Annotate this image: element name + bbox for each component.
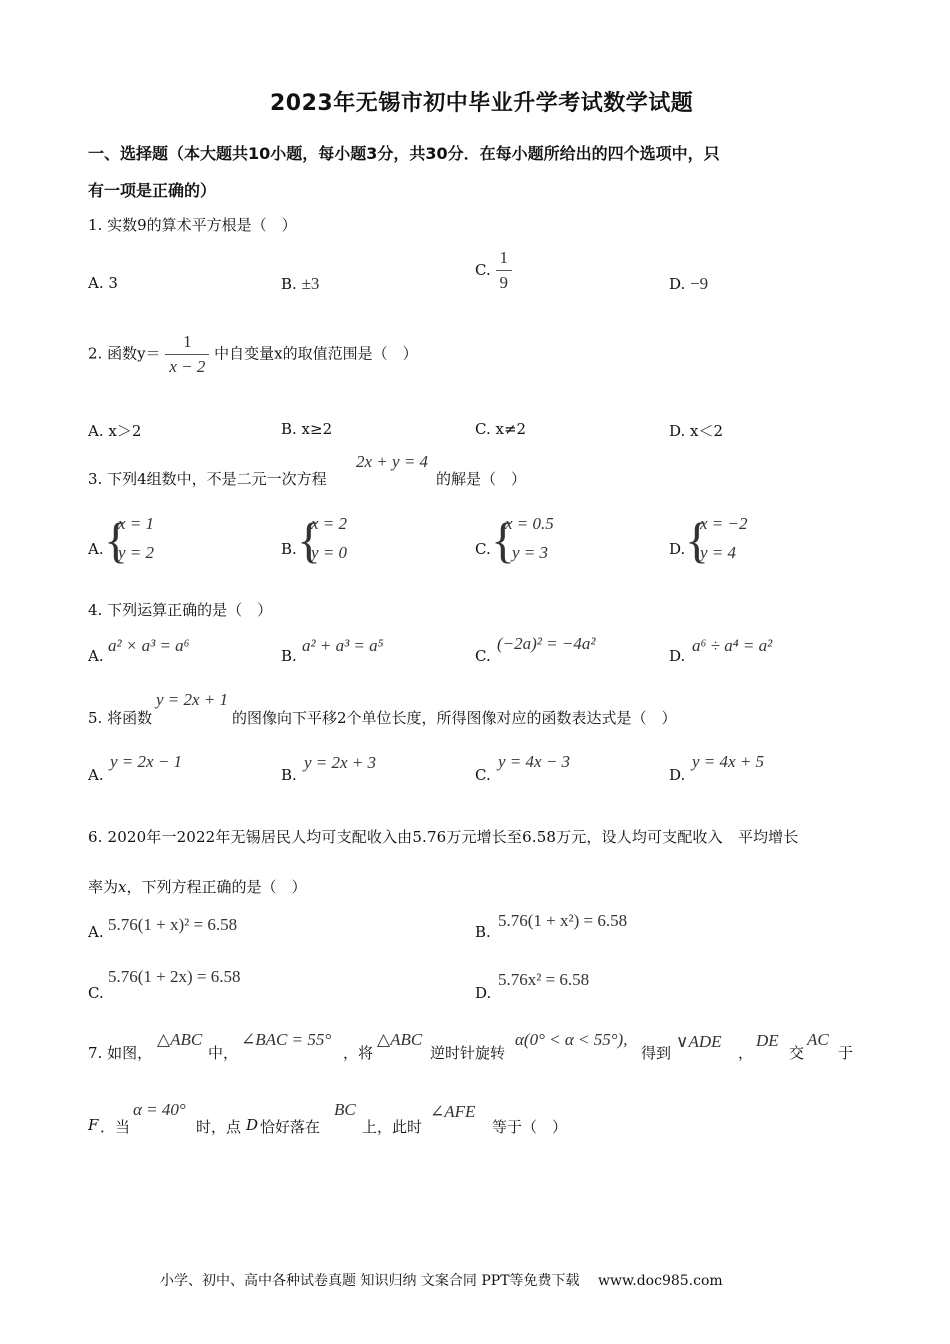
q3-option-b-eq1: x = 2 (311, 514, 348, 533)
q4-option-b: a² + a³ = a⁵ (302, 636, 384, 655)
q7-math-angle: ∠BAC = 55° (241, 1030, 332, 1049)
q3-option-a-eq1: x = 1 (118, 514, 155, 533)
q6-option-d: 5.76x² = 6.58 (498, 970, 590, 989)
q7-text-6: ， (738, 1044, 754, 1062)
q7-math-bc: BC (334, 1100, 356, 1119)
question-3-post: 的解是（ ） (436, 470, 527, 488)
q7-line2-text-3: 恰好落在 (260, 1118, 321, 1136)
question-4: 4. 下列运算正确的是（ ） (88, 601, 273, 619)
question-1: 1. 实数9的算术平方根是（ ） (88, 216, 297, 234)
q4-option-c: (−2a)² = −4a² (497, 634, 596, 653)
q7-math-afe: ∠AFE (430, 1102, 476, 1121)
q3-option-a-eq2: y = 2 (118, 543, 155, 562)
q7-text-5: 得到 (641, 1044, 672, 1062)
q7-text-3: ，将 (343, 1044, 374, 1062)
q3-option-d-eq1: x = −2 (700, 514, 748, 533)
q7-line2-text-4: 上，此时 (362, 1118, 423, 1136)
q7-math-alpha-range: α(0° < α < 55°), (515, 1030, 628, 1049)
fraction-numerator: 1 (499, 248, 508, 267)
q3-option-b-label: B. (281, 540, 297, 558)
q7-point-d: D (246, 1116, 259, 1134)
question-6-line2 (88, 876, 307, 897)
q4-option-d: a⁶ ÷ a⁴ = a² (692, 636, 773, 655)
q7-math-de: DE (756, 1031, 779, 1050)
option-label: C. (475, 260, 491, 279)
question-5-post: 的图像向下平移2个单位长度，所得图像对应的函数表达式是（ ） (232, 709, 677, 727)
q5-option-b-label: B. (281, 766, 297, 784)
q7-math-alpha: α = 40° (133, 1100, 186, 1119)
question-5-equation: y = 2x + 1 (156, 690, 229, 709)
variable: x (118, 878, 127, 896)
q5-option-d-label: D. (669, 766, 686, 784)
q3-option-d-eq2: y = 4 (700, 543, 737, 562)
q7-line2-text-2: 时，点 (196, 1118, 242, 1136)
q5-option-a: y = 2x − 1 (110, 752, 183, 771)
q4-option-c-label: C. (475, 647, 491, 665)
q7-line2-text-5: 等于（ ） (492, 1118, 568, 1136)
q7-text-8: 于 (838, 1044, 854, 1062)
fraction (496, 248, 513, 293)
section-heading-line1: 一、选择题（本大题共10小题，每小题3分，共30分．在每小题所给出的四个选项中，只 (88, 144, 720, 163)
q1-option-d (669, 274, 708, 294)
q7-math-triangle-2: △ABC (377, 1030, 423, 1049)
fraction-denominator: x − 2 (165, 354, 209, 377)
math-expression: −9 (690, 274, 709, 293)
q7-line2-text-1: ．当 (100, 1118, 131, 1136)
fraction-numerator: 1 (183, 332, 192, 351)
brace-icon: { (104, 512, 128, 568)
q6-option-a-label: A. (88, 923, 104, 941)
option-label: B. (281, 275, 297, 293)
brace-icon: { (685, 512, 709, 568)
question-5-pre: 5. 将函数 (88, 709, 153, 727)
q4-option-a-label: A. (88, 647, 104, 665)
q1-option-b (281, 274, 319, 294)
question-6-line1: 6. 2020年一2022年无锡居民人均可支配收入由5.76万元增长至6.58万元，设人均可支配收入 平均增长 (88, 828, 799, 846)
question-text: ，下列方程正确的是（ ） (126, 878, 307, 896)
question-text: 中自变量x的取值范围是（ ） (214, 344, 418, 363)
q1-option-c (475, 248, 512, 293)
q7-text-4: 逆时针旋转 (430, 1044, 506, 1062)
q7-math-triangle: △ABC (157, 1030, 203, 1049)
q7-point-f: F (88, 1116, 99, 1134)
q5-option-a-label: A. (88, 766, 104, 784)
brace-icon: { (491, 512, 515, 568)
q6-option-b: 5.76(1 + x²) = 6.58 (498, 911, 628, 930)
q5-option-c: y = 4x − 3 (498, 752, 571, 771)
question-3-equation: 2x + y = 4 (356, 452, 429, 471)
q2-option-b: B. x≥2 (281, 420, 333, 438)
q3-option-b-eq2: y = 0 (311, 543, 348, 562)
fraction (165, 332, 209, 377)
q5-option-c-label: C. (475, 766, 491, 784)
q5-option-b: y = 2x + 3 (304, 753, 377, 772)
q4-option-a: a² × a³ = a⁶ (108, 636, 190, 655)
q3-option-d-label: D. (669, 540, 686, 558)
section-heading-line2: 有一项是正确的） (88, 181, 217, 200)
q7-math-ade: ∨ADE (676, 1032, 722, 1051)
q1-option-a: A. 3 (88, 274, 118, 292)
q7-text-2: 中， (208, 1044, 239, 1062)
question-text: 2. 函数y＝ (88, 344, 161, 363)
q3-option-c-label: C. (475, 540, 491, 558)
q6-option-d-label: D. (475, 984, 492, 1002)
q2-option-d: D. x＜2 (669, 422, 724, 440)
page-footer: 小学、初中、高中各种试卷真题 知识归纳 文案合同 PPT等免费下载 www.doc985.com (160, 1273, 723, 1289)
q7-math-ac: AC (807, 1030, 829, 1049)
q4-option-d-label: D. (669, 647, 686, 665)
exam-title: 2023年无锡市初中毕业升学考试数学试题 (270, 91, 694, 116)
q4-option-b-label: B. (281, 647, 297, 665)
fraction-denominator: 9 (496, 270, 513, 293)
q2-option-a: A. x＞2 (88, 422, 142, 440)
q3-option-c-eq1: x = 0.5 (505, 514, 554, 533)
question-3-pre: 3. 下列4组数中，不是二元一次方程 (88, 470, 327, 488)
q6-option-b-label: B. (475, 923, 491, 941)
brace-icon: { (297, 512, 321, 568)
q6-option-a: 5.76(1 + x)² = 6.58 (108, 915, 238, 934)
question-text: 率为 (88, 878, 119, 896)
q2-option-c: C. x≠2 (475, 420, 527, 438)
q6-option-c-label: C. (88, 984, 104, 1002)
q7-text-1: 7. 如图， (88, 1044, 153, 1062)
q6-option-c: 5.76(1 + 2x) = 6.58 (108, 967, 241, 986)
q5-option-d: y = 4x + 5 (692, 752, 765, 771)
q3-option-c-eq2: y = 3 (512, 543, 549, 562)
option-label: D. (669, 275, 686, 293)
math-expression: ±3 (301, 274, 320, 293)
question-2 (88, 332, 418, 377)
q3-option-a-label: A. (88, 540, 104, 558)
q7-text-7: 交 (789, 1044, 805, 1062)
